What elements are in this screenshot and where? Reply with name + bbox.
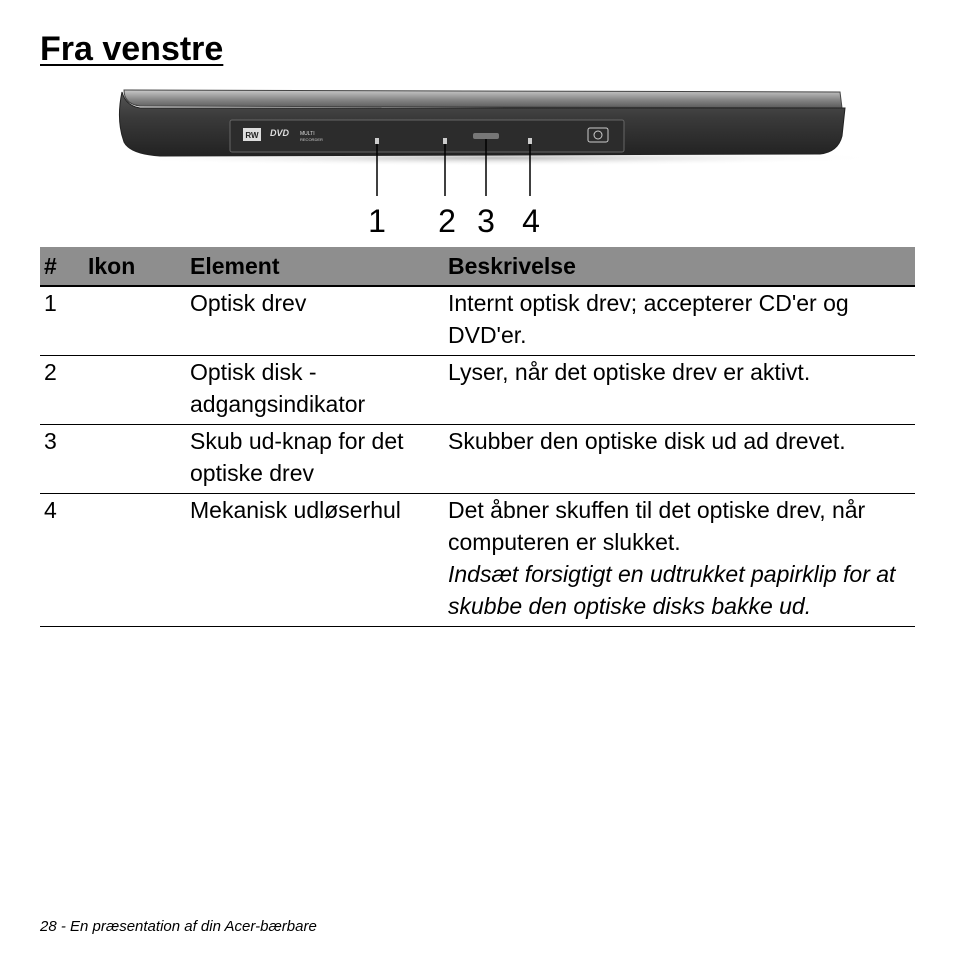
row-element: Mekanisk udløserhul [186,494,444,627]
callout-number-1: 1 [368,203,386,239]
row-icon [84,356,186,425]
component-table [40,247,915,627]
row-element: Skub ud-knap for det optiske drev [186,425,444,494]
row-icon [84,286,186,356]
header-icon: Ikon [84,247,186,286]
multi-logo-text: MULTI [300,131,315,137]
table-row [40,425,915,494]
row-description: Internt optisk drev; accepterer CD'er og DVD'er. [444,286,915,356]
row-description: Lyser, når det optiske drev er aktivt. [444,356,915,425]
row-number: 2 [40,356,84,425]
row-icon [84,425,186,494]
row-description-cell [444,494,915,627]
callout-number-2: 2 [438,203,456,239]
row-description: Det åbner skuffen til det optiske drev, når computeren er slukket. [448,497,866,555]
indicator-mark-4 [528,138,532,144]
row-number: 4 [40,494,84,627]
rw-logo-text: RW [245,131,259,140]
row-description: Skubber den optiske disk ud ad drevet. [444,425,915,494]
callout-number-3: 3 [477,203,495,239]
row-element: Optisk disk - adgangsindikator [186,356,444,425]
optical-drive-bezel [230,120,624,152]
eject-button [473,133,499,139]
laptop-lid [124,90,842,108]
row-element: Optisk drev [186,286,444,356]
row-number: 3 [40,425,84,494]
header-number: # [40,247,84,286]
indicator-mark-2 [443,138,447,144]
indicator-mark-1 [375,138,379,144]
table-row [40,286,915,356]
dvd-logo-text: DVD [270,128,290,138]
laptop-left-side-illustration [100,80,890,250]
page-title: Fra venstre [40,30,224,68]
table-header-row [40,247,915,286]
row-icon [84,494,186,627]
row-note: Indsæt forsigtigt en udtrukket papirklip for at skubbe den optiske disks bakke ud. [448,561,896,619]
table-row [40,356,915,425]
page-footer: 28 - En præsentation af din Acer-bærbare [40,918,317,935]
header-description: Beskrivelse [444,247,915,286]
recorder-logo-text: RECORDER [300,137,323,142]
header-element: Element [186,247,444,286]
row-number: 1 [40,286,84,356]
table-row [40,494,915,627]
callout-number-4: 4 [522,203,540,239]
